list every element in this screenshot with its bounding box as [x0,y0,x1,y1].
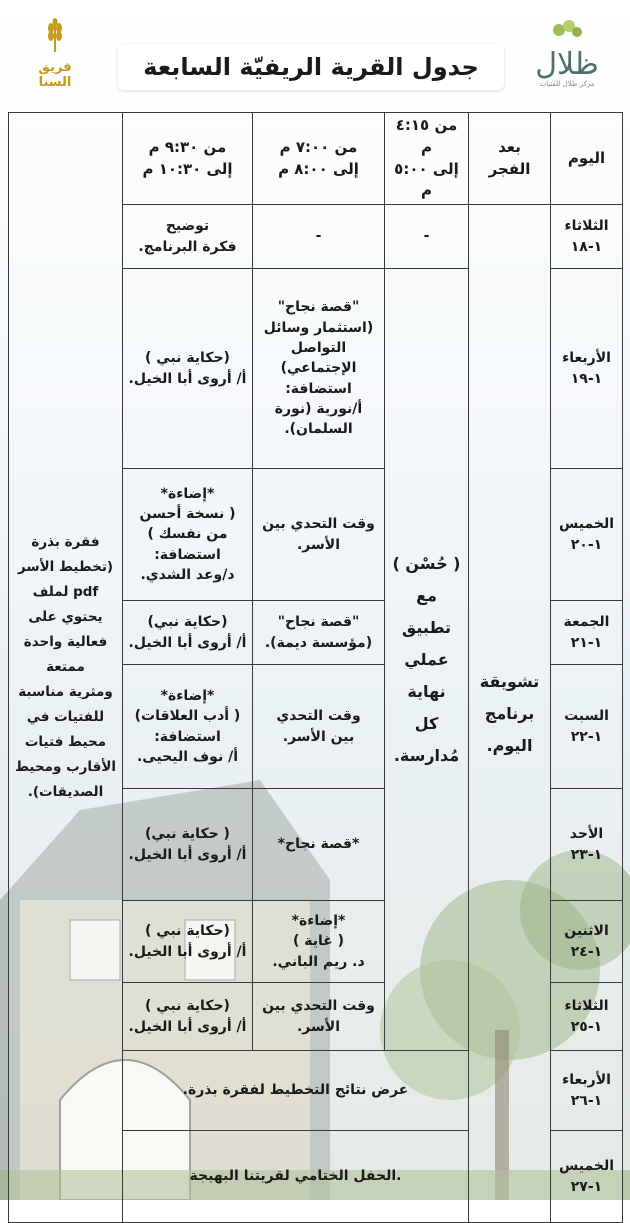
slot2-cell: *إضاءة* ( غاية ) د. ريم الباني. [253,901,385,983]
header-after-fajr: بعد الفجر [469,113,551,205]
day-cell: الخميس ١-٢٠ [551,469,623,601]
slot3-cell: (حكاية نبي ) أ/ أروى أبا الخيل. [123,901,253,983]
slot3-cell: *إضاءة* ( نسخة أحسن من نفسك ) استضافة: د/وعد الشدي. [123,469,253,601]
merged-results-cell: عرض نتائج التخطيط لفقرة بذرة. [123,1051,469,1131]
slot2-cell: *قصة نجاح* [253,789,385,901]
leaves-icon [547,18,587,42]
schedule-table [8,112,623,1223]
wheat-icon [40,18,70,54]
slot3-cell: (حكاية نبي ) أ/ أروى أبا الخيل. [123,269,253,469]
slot3-cell: توضيح فكرة البرنامج. [123,205,253,269]
merged-closing-cell: .الحفل الختامي لقريتنا البهيجة [123,1131,469,1223]
page-title: جدول القرية الريفيّة السابعة [143,53,479,81]
day-cell: الأحد ١-٢٣ [551,789,623,901]
slot2-cell: وقت التحدي بين الأسر. [253,469,385,601]
day-cell: الخميس ١-٢٧ [551,1131,623,1223]
slot1-cell: - [385,205,469,269]
slot1-merged-cell: ( حُسْن ) مع تطبيق عملي نهاية كل مُدارسة. [385,269,469,1051]
team-logo [20,18,90,90]
slot3-cell: *إضاءة* ( أدب العلاقات) استضافة: أ/ نوف اليحيى. [123,665,253,789]
slot3-cell: (حكاية نبي ) أ/ أروى أبا الخيل. [123,983,253,1051]
after-fajr-cell: تشويقة برنامج اليوم. [469,205,551,1223]
slot2-cell: "قصة نجاح" (استثمار وسائل التواصل الإجتماعي) استضافة: أ/نورية (نورة السلمان). [253,269,385,469]
day-cell: الجمعة ١-٢١ [551,601,623,665]
day-cell: الثلاثاء ١-١٨ [551,205,623,269]
header-slot3: من ٩:٣٠ م إلى ١٠:٣٠ م [123,113,253,205]
side-column-seed-activity: فقرة بذرة (تخطيط الأسر pdf لملف يحتوي على فعالية واحدة ممتعة ومثرية مناسبة للفتيات في محيط فتيات الأقارب ومحيط الصديقات). [9,113,123,1223]
slot2-cell: - [253,205,385,269]
slot3-cell: (حكاية نبي) أ/ أروى أبا الخيل. [123,601,253,665]
day-cell: الاثنين ١-٢٤ [551,901,623,983]
header-slot2: من ٧:٠٠ م إلى ٨:٠٠ م [253,113,385,205]
header-slot1: من ٤:١٥ م إلى ٥:٠٠ م [385,113,469,205]
center-logo-subtitle: مركز ظلال للفتيات [539,80,595,88]
day-cell: الثلاثاء ١-٢٥ [551,983,623,1051]
center-logo-text: ظلال [535,47,599,82]
center-logo [522,18,612,88]
page-title-box [118,44,504,90]
team-logo-text: فريق السنا [38,60,72,90]
slot2-cell: وقت التحدي بين الأسر. [253,665,385,789]
day-cell: السبت ١-٢٢ [551,665,623,789]
day-cell: الأربعاء ١-١٩ [551,269,623,469]
slot2-cell: "قصة نجاح" (مؤسسة ديمة). [253,601,385,665]
day-cell: الأربعاء ١-٢٦ [551,1051,623,1131]
slot2-cell: وقت التحدي بين الأسر. [253,983,385,1051]
header-day: اليوم [551,113,623,205]
slot3-cell: ( حكاية نبي) أ/ أروى أبا الخيل. [123,789,253,901]
